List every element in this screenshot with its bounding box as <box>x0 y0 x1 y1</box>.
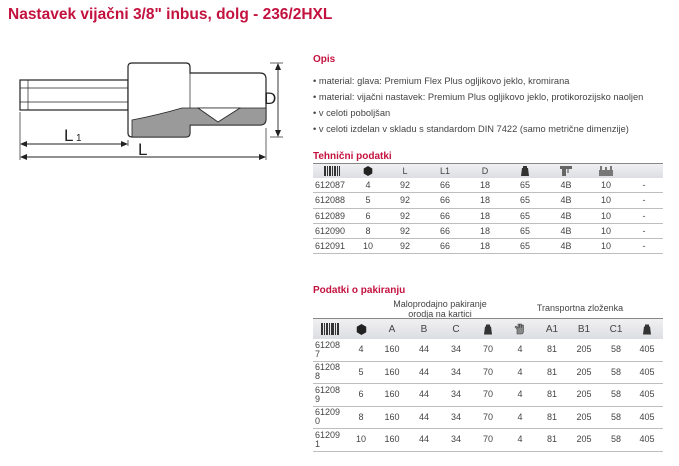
cell: 612087 <box>313 178 351 193</box>
cell: 65 <box>505 193 545 208</box>
transport-box-group-label: Transportna zloženka <box>536 303 624 313</box>
cell: 4B <box>545 239 587 254</box>
cell: 205 <box>567 384 601 407</box>
cell: 205 <box>567 339 601 361</box>
cell: 405 <box>631 339 663 361</box>
cell: 160 <box>375 361 409 384</box>
cell: 205 <box>567 406 601 429</box>
cell: 18 <box>465 223 505 238</box>
cell: 5 <box>351 193 385 208</box>
table-row <box>313 361 663 384</box>
barcode-icon <box>313 164 351 179</box>
cell: 61209 0 <box>313 406 347 429</box>
cell: 612089 <box>313 208 351 223</box>
table-row <box>313 429 663 452</box>
cell: - <box>625 223 663 238</box>
tech-data-header-row <box>313 164 663 179</box>
pack-header-a1: A1 <box>537 319 567 340</box>
tech-data-table <box>313 163 663 254</box>
table-row <box>313 239 663 254</box>
cell: 612088 <box>313 193 351 208</box>
dimension-d-label: D <box>264 89 277 108</box>
packaging-table <box>313 318 663 452</box>
weight-icon <box>473 319 503 340</box>
cell: 81 <box>537 384 567 407</box>
hexagon-icon <box>347 319 375 340</box>
cell: 34 <box>439 406 473 429</box>
dimension-l1-label: L <box>64 126 74 145</box>
cell: 92 <box>385 193 425 208</box>
cell: 92 <box>385 223 425 238</box>
cell: 65 <box>505 208 545 223</box>
barcode-icon <box>313 319 347 340</box>
cell: 4B <box>545 223 587 238</box>
cell: 160 <box>375 384 409 407</box>
tech-data-title: Tehnični podatki <box>313 151 392 162</box>
description-title: Opis <box>313 54 336 65</box>
cell: 70 <box>473 384 503 407</box>
cell: 4B <box>545 193 587 208</box>
pack-header-b: B <box>409 319 439 340</box>
description-item: • v celoti poboljšan <box>313 108 391 118</box>
table-row <box>313 384 663 407</box>
cell: 66 <box>425 208 465 223</box>
cell: - <box>625 178 663 193</box>
cell: 92 <box>385 178 425 193</box>
cell: 66 <box>425 239 465 254</box>
cell: 405 <box>631 361 663 384</box>
cell: 92 <box>385 239 425 254</box>
cell: 44 <box>409 384 439 407</box>
dimension-l-label: L <box>138 140 148 159</box>
cell: 205 <box>567 429 601 452</box>
cell: 18 <box>465 239 505 254</box>
weight-icon <box>631 319 663 340</box>
cell: 160 <box>375 406 409 429</box>
cell: 10 <box>587 239 625 254</box>
cell: 4B <box>545 178 587 193</box>
cell: 66 <box>425 178 465 193</box>
cell: 405 <box>631 406 663 429</box>
cell: 65 <box>505 223 545 238</box>
cell: 81 <box>537 429 567 452</box>
cell: 44 <box>409 361 439 384</box>
weight-icon <box>505 164 545 179</box>
technical-drawing <box>8 60 288 170</box>
cell: 405 <box>631 429 663 452</box>
cell: 205 <box>567 361 601 384</box>
cell: - <box>625 239 663 254</box>
pack-header-a: A <box>375 319 409 340</box>
cell: 10 <box>351 239 385 254</box>
cell: 6 <box>347 384 375 407</box>
table-row <box>313 406 663 429</box>
tech-header-l1: L1 <box>425 164 465 179</box>
description-item: • material: glava: Premium Flex Plus ogljikovo jeklo, kromirana <box>313 76 570 86</box>
cell: 65 <box>505 178 545 193</box>
cell: 4B <box>545 208 587 223</box>
table-row <box>313 193 663 208</box>
cell: 18 <box>465 208 505 223</box>
table-row <box>313 178 663 193</box>
tech-header-d: D <box>465 164 505 179</box>
cell: 61209 1 <box>313 429 347 452</box>
table-row <box>313 208 663 223</box>
cell: 81 <box>537 339 567 361</box>
retail-package-group-label: Maloprodajno pakiranje orodja na kartici <box>393 299 487 319</box>
cell: 4 <box>503 361 537 384</box>
cell: 58 <box>601 429 631 452</box>
cell: 612091 <box>313 239 351 254</box>
pack-header-b1: B1 <box>567 319 601 340</box>
table-row <box>313 223 663 238</box>
cell: - <box>625 208 663 223</box>
description-list <box>313 73 643 137</box>
cell: 18 <box>465 178 505 193</box>
cell: 405 <box>631 384 663 407</box>
cell: 34 <box>439 429 473 452</box>
cell: 34 <box>439 384 473 407</box>
cell: 10 <box>587 193 625 208</box>
pack-header-c: C <box>439 319 473 340</box>
cell: 58 <box>601 339 631 361</box>
hexagon-icon <box>351 164 385 179</box>
cell: 92 <box>385 208 425 223</box>
page-title: Nastavek vijačni 3/8" inbus, dolg - 236/2HXL <box>8 6 333 23</box>
packaging-header-row <box>313 319 663 340</box>
cell: 81 <box>537 361 567 384</box>
cell: 10 <box>347 429 375 452</box>
packaging-icon <box>587 164 625 179</box>
tech-header-l: L <box>385 164 425 179</box>
cell: 81 <box>537 406 567 429</box>
cell: 44 <box>409 406 439 429</box>
cell: 44 <box>409 429 439 452</box>
cell: 10 <box>587 208 625 223</box>
cell: 70 <box>473 429 503 452</box>
tech-header-empty <box>625 164 663 179</box>
cell: 4 <box>347 339 375 361</box>
cell: 5 <box>347 361 375 384</box>
cell: 58 <box>601 384 631 407</box>
cell: 66 <box>425 223 465 238</box>
pack-header-c1: C1 <box>601 319 631 340</box>
description-item: • material: vijačni nastavek: Premium Plus ogljikovo jeklo, protikorozijsko naoljen <box>313 92 644 102</box>
cell: 18 <box>465 193 505 208</box>
cell: - <box>625 193 663 208</box>
cell: 44 <box>409 339 439 361</box>
cell: 4 <box>503 429 537 452</box>
cell: 58 <box>601 406 631 429</box>
cell: 8 <box>351 223 385 238</box>
description-item: • v celoti izdelan v skladu s standardom DIN 7422 (samo metrične dimenzije) <box>313 124 629 134</box>
cell: 70 <box>473 339 503 361</box>
table-row <box>313 339 663 361</box>
cell: 4 <box>503 339 537 361</box>
cell: 8 <box>347 406 375 429</box>
cell: 4 <box>503 406 537 429</box>
packaging-title: Podatki o pakiranju <box>313 285 406 296</box>
cell: 612090 <box>313 223 351 238</box>
drive-square-icon <box>545 164 587 179</box>
cell: 10 <box>587 178 625 193</box>
cell: 61208 7 <box>313 339 347 361</box>
cell: 70 <box>473 406 503 429</box>
cell: 61208 8 <box>313 361 347 384</box>
cell: 160 <box>375 429 409 452</box>
cell: 61208 9 <box>313 384 347 407</box>
hand-icon <box>503 319 537 340</box>
cell: 4 <box>351 178 385 193</box>
cell: 34 <box>439 339 473 361</box>
dimension-l1-subscript: 1 <box>76 133 82 144</box>
cell: 160 <box>375 339 409 361</box>
cell: 10 <box>587 223 625 238</box>
cell: 34 <box>439 361 473 384</box>
cell: 65 <box>505 239 545 254</box>
cell: 4 <box>503 384 537 407</box>
cell: 6 <box>351 208 385 223</box>
cell: 70 <box>473 361 503 384</box>
cell: 66 <box>425 193 465 208</box>
cell: 58 <box>601 361 631 384</box>
